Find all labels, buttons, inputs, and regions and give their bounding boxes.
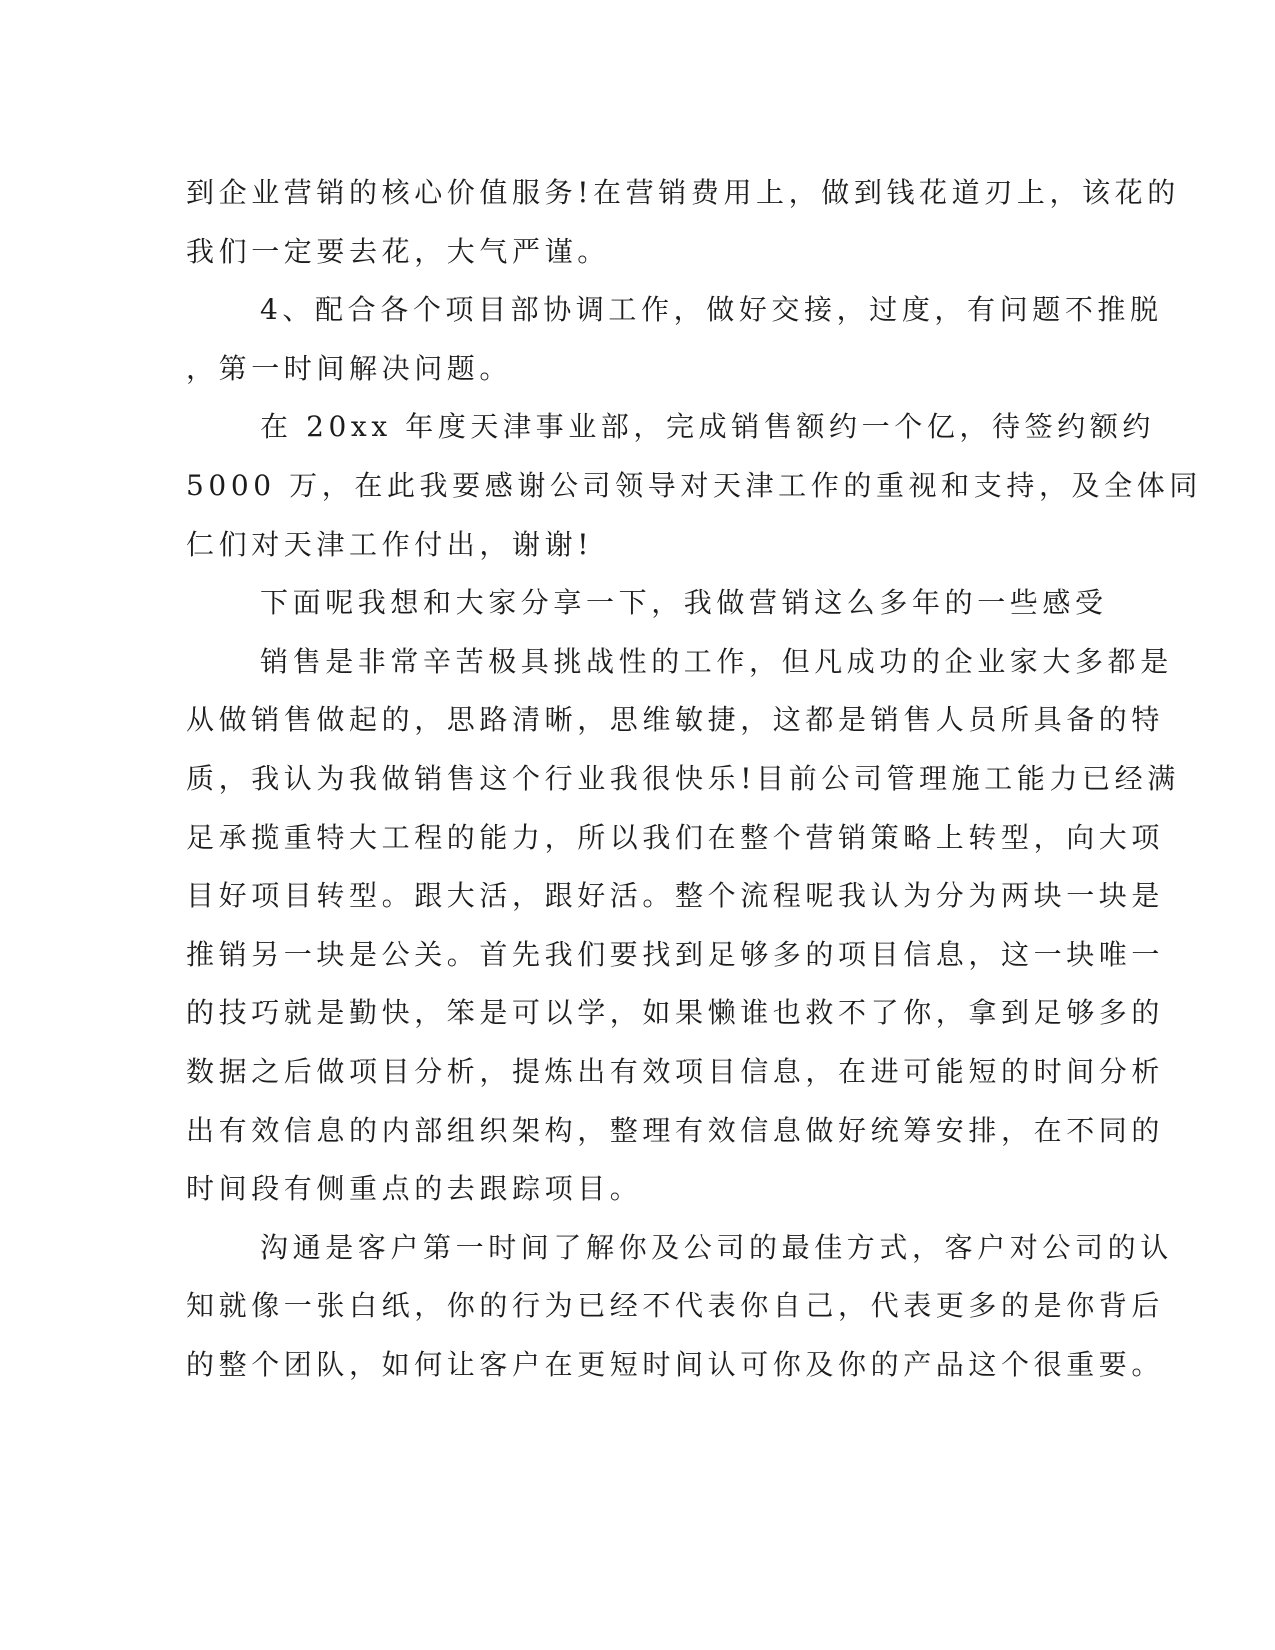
text-line: 我们一定要去花，大气严谨。 — [186, 234, 610, 268]
text-line: 在 20xx 年度天津事业部，完成销售额约一个亿，待签约额约 — [260, 410, 1156, 444]
text-line: 沟通是客户第一时间了解你及公司的最佳方式，客户对公司的认 — [260, 1230, 1173, 1264]
text-line: 质，我认为我做销售这个行业我很快乐!目前公司管理施工能力已经满 — [186, 761, 1180, 795]
text-line: 推销另一块是公关。首先我们要找到足够多的项目信息，这一块唯一 — [186, 937, 1165, 971]
text-line: 知就像一张白纸，你的行为已经不代表你自己，代表更多的是你背后 — [186, 1289, 1165, 1323]
text-line: 5000 万，在此我要感谢公司领导对天津工作的重视和支持，及全体同 — [186, 468, 1202, 502]
text-line: 数据之后做项目分析，提炼出有效项目信息，在进可能短的时间分析 — [186, 1054, 1165, 1088]
text-line: 时间段有侧重点的去跟踪项目。 — [186, 1172, 643, 1206]
text-line: 下面呢我想和大家分享一下，我做营销这么多年的一些感受 — [260, 586, 1108, 620]
text-line: 目好项目转型。跟大活，跟好活。整个流程呢我认为分为两块一块是 — [186, 879, 1165, 913]
text-line: 出有效信息的内部组织架构，整理有效信息做好统筹安排，在不同的 — [186, 1113, 1165, 1147]
text-line: 足承揽重特大工程的能力，所以我们在整个营销策略上转型，向大项 — [186, 820, 1165, 854]
text-line: 的整个团队，如何让客户在更短时间认可你及你的产品这个很重要。 — [186, 1347, 1165, 1381]
text-line: 到企业营销的核心价值服务!在营销费用上，做到钱花道刃上，该花的 — [186, 176, 1180, 209]
text-line: ，第一时间解决问题。 — [186, 351, 513, 385]
text-line: 4、配合各个项目部协调工作，做好交接，过度，有问题不推脱 — [260, 293, 1163, 327]
text-line: 的技巧就是勤快，笨是可以学，如果懒谁也救不了你，拿到足够多的 — [186, 996, 1165, 1030]
text-line: 从做销售做起的，思路清晰，思维敏捷，这都是销售人员所具备的特 — [186, 703, 1165, 737]
document-body — [186, 164, 1202, 1394]
text-line: 销售是非常辛苦极具挑战性的工作，但凡成功的企业家大多都是 — [260, 644, 1173, 678]
text-line: 仁们对天津工作付出，谢谢! — [186, 527, 594, 561]
